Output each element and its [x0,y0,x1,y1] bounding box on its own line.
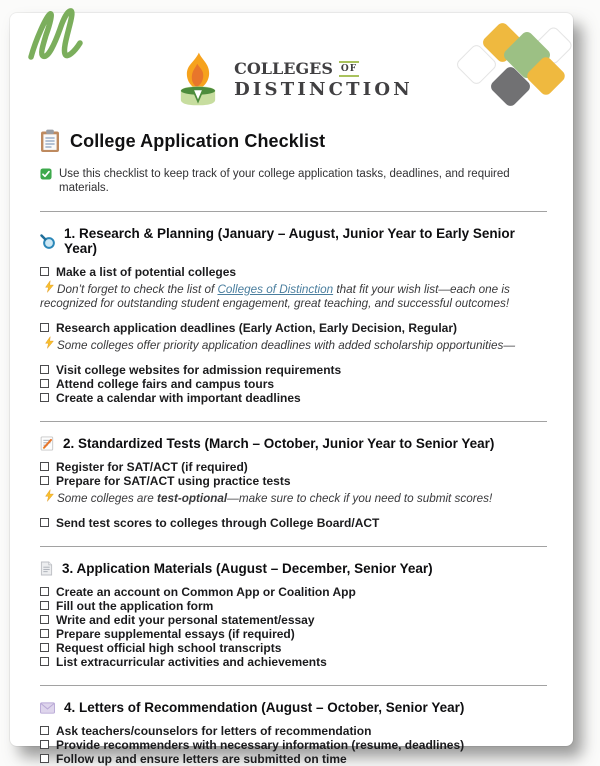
section-divider [40,685,547,686]
task-text: Prepare for SAT/ACT using practice tests [56,474,291,488]
task-text: Research application deadlines (Early Action, Early Decision, Regular) [56,321,458,335]
tip-text: Some colleges offer priority application deadlines with added scholarship opportunities— [57,339,516,352]
task-text: Provide recommenders with necessary information (resume, deadlines) [56,738,465,752]
checkbox-icon [40,365,49,374]
intro-text: Use this checklist to keep track of your college application tasks, deadlines, and required materials. [59,168,510,194]
section-divider [40,546,547,547]
section-header [40,226,547,256]
section-items [40,265,547,405]
torch-flame-icon [174,50,222,110]
checkbox-icon [40,476,49,485]
checklist-task [40,641,547,655]
task-text: Visit college websites for admission requirements [56,363,342,377]
checklist-task [40,585,547,599]
task-text: Request official high school transcripts [56,641,282,655]
task-text: Create an account on Common App or Coalition App [56,585,356,599]
page-title: College Application Checklist [70,130,326,151]
colleges-of-distinction-logo [40,13,547,113]
checklist-task [40,724,547,738]
logo-of-text: OF [339,61,359,77]
section-1 [40,226,547,405]
checkbox-icon [40,393,49,402]
tip-note [40,336,547,353]
magnifier-icon [40,234,55,249]
section-items [40,460,547,530]
section-header [40,561,547,576]
section-header [40,436,547,451]
section-heading: 2. Standardized Tests (March – October, Junior Year to Senior Year) [63,436,495,451]
checkbox-icon [40,629,49,638]
checklist-task [40,474,547,488]
logo-distinction-text: DISTINCTION [234,78,413,100]
checklist-task [40,613,547,627]
section-heading: 1. Research & Planning (January – August, Junior Year to Early Senior Year) [64,226,515,256]
clipboard-icon [40,129,60,153]
lightning-bolt-icon [45,336,54,349]
tip-note [40,280,547,311]
section-header [40,700,547,715]
tip-text: Some colleges are [57,492,158,505]
checkbox-icon [40,754,49,763]
memo-pencil-icon [40,436,54,451]
checklist-task [40,655,547,669]
section-3 [40,561,547,669]
checklist-task [40,516,547,530]
checklist-task [40,321,547,335]
task-text: Fill out the application form [56,599,214,613]
checkbox-icon [40,643,49,652]
tip-note [40,489,547,506]
checklist-task [40,363,547,377]
checkbox-icon [40,657,49,666]
tip-text: —make sure to check if you need to submit scores! [227,492,493,505]
task-text: Register for SAT/ACT (if required) [56,460,248,474]
green-check-icon [40,168,52,180]
envelope-icon [40,702,55,714]
checkbox-icon [40,726,49,735]
checklist-task [40,627,547,641]
section-heading: 3. Application Materials (August – December, Senior Year) [62,561,433,576]
section-items [40,585,547,669]
checkbox-icon [40,518,49,527]
tip-bold-text: test-optional [157,492,228,505]
checkbox-icon [40,615,49,624]
checkbox-icon [40,740,49,749]
logo-colleges-text: COLLEGES [234,58,333,78]
document-page [10,13,573,766]
checkbox-icon [40,323,49,332]
task-text: List extracurricular activities and achievements [56,655,327,669]
checkbox-icon [40,379,49,388]
task-text: Send test scores to colleges through College Board/ACT [56,516,380,530]
section-heading: 4. Letters of Recommendation (August – October, Senior Year) [64,700,465,715]
colleges-of-distinction-link[interactable]: Colleges of Distinction [217,283,334,296]
task-text: Attend college fairs and campus tours [56,377,275,391]
section-divider [40,421,547,422]
checklist-task [40,738,547,752]
task-text: Prepare supplemental essays (if required) [56,627,295,641]
intro-row [40,167,547,195]
tip-text: Don’t forget to check the list of [57,283,218,296]
task-text: Make a list of potential colleges [56,265,237,279]
task-text: Write and edit your personal statement/essay [56,613,315,627]
checklist-task [40,265,547,279]
page-document-icon [40,561,53,576]
task-text: Create a calendar with important deadlines [56,391,301,405]
title-row [40,129,547,153]
checkbox-icon [40,587,49,596]
checkbox-icon [40,601,49,610]
section-2 [40,436,547,530]
checklist-task [40,460,547,474]
checklist-task [40,752,547,766]
checklist-task [40,599,547,613]
lightning-bolt-icon [45,280,54,293]
checkbox-icon [40,462,49,471]
task-text: Follow up and ensure letters are submitted on time [56,752,347,766]
task-text: Ask teachers/counselors for letters of recommendation [56,724,372,738]
checkbox-icon [40,267,49,276]
section-4 [40,700,547,766]
checklist-task [40,377,547,391]
checklist-task [40,391,547,405]
tip-text: that fit your wish list—each one is recognized for outstanding student engagement, great teaching, and successful outcomes! [40,283,510,310]
lightning-bolt-icon [45,489,54,502]
sections [40,211,547,766]
section-divider [40,211,547,212]
